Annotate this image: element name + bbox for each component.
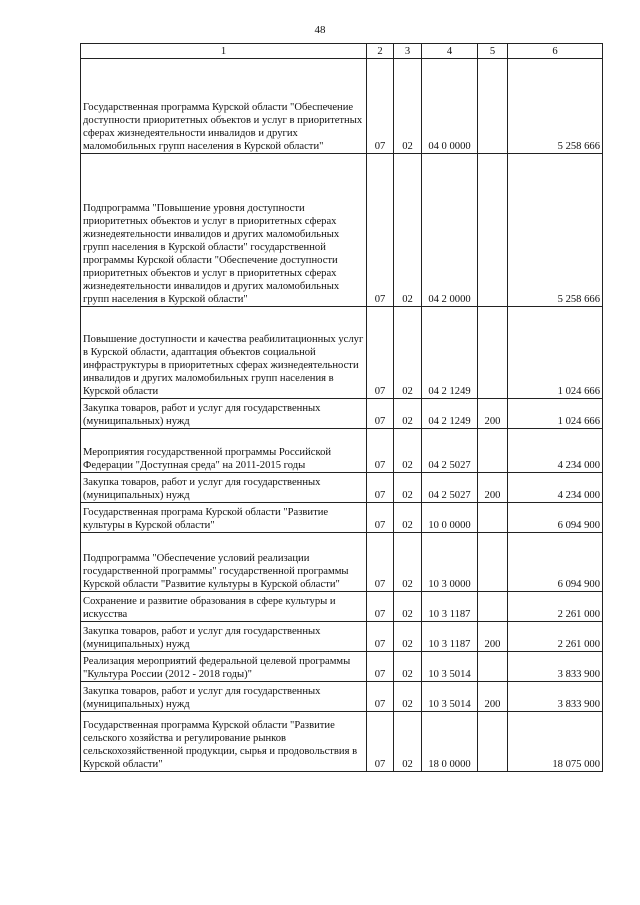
row-section: 07	[367, 592, 394, 622]
table-row	[81, 652, 603, 682]
row-amount: 6 094 900	[508, 533, 603, 592]
row-name: Государственная програма Курской области "Развитие культуры в Курской области"	[81, 503, 367, 533]
row-expense-type: 200	[478, 682, 508, 712]
row-expense-type: 200	[478, 473, 508, 503]
column-header: 5	[478, 44, 508, 59]
row-target-code: 04 2 0000	[422, 154, 478, 307]
row-name: Закупка товаров, работ и услуг для государственных (муниципальных) нужд	[81, 473, 367, 503]
row-section: 07	[367, 533, 394, 592]
row-subsection: 02	[394, 682, 422, 712]
row-target-code: 10 3 1187	[422, 622, 478, 652]
row-expense-type	[478, 652, 508, 682]
row-expense-type	[478, 59, 508, 154]
row-section: 07	[367, 682, 394, 712]
row-amount: 6 094 900	[508, 503, 603, 533]
row-expense-type	[478, 307, 508, 399]
row-subsection: 02	[394, 429, 422, 473]
row-expense-type: 200	[478, 622, 508, 652]
row-section: 07	[367, 622, 394, 652]
table-row	[81, 682, 603, 712]
row-target-code: 10 3 5014	[422, 652, 478, 682]
row-subsection: 02	[394, 652, 422, 682]
row-expense-type	[478, 712, 508, 772]
row-name: Подпрограмма "Обеспечение условий реализации государственной программы" государственной программы Курской области "Развитие культуры в Курской области"	[81, 533, 367, 592]
column-header: 4	[422, 44, 478, 59]
row-amount: 3 833 900	[508, 652, 603, 682]
row-subsection: 02	[394, 154, 422, 307]
row-expense-type	[478, 592, 508, 622]
row-expense-type	[478, 154, 508, 307]
row-section: 07	[367, 503, 394, 533]
table-row	[81, 533, 603, 592]
row-name: Повышение доступности и качества реабилитационных услуг в Курской области, адаптация объектов социальной инфраструктуры в приоритетных сферах жизнедеятельности инвалидов и других маломобильных групп населения в Курской области	[81, 307, 367, 399]
row-amount: 5 258 666	[508, 59, 603, 154]
row-section: 07	[367, 712, 394, 772]
row-name: Реализация мероприятий федеральной целевой программы "Культура России (2012 - 2018 годы)"	[81, 652, 367, 682]
row-expense-type	[478, 429, 508, 473]
row-section: 07	[367, 399, 394, 429]
header-row	[81, 44, 603, 59]
row-section: 07	[367, 429, 394, 473]
row-subsection: 02	[394, 307, 422, 399]
row-amount: 2 261 000	[508, 592, 603, 622]
row-subsection: 02	[394, 503, 422, 533]
row-name: Мероприятия государственной программы Российской Федерации "Доступная среда" на 2011-2015 годы	[81, 429, 367, 473]
row-subsection: 02	[394, 622, 422, 652]
row-target-code: 10 3 0000	[422, 533, 478, 592]
table-row	[81, 473, 603, 503]
row-section: 07	[367, 473, 394, 503]
row-target-code: 04 0 0000	[422, 59, 478, 154]
row-name: Закупка товаров, работ и услуг для государственных (муниципальных) нужд	[81, 682, 367, 712]
row-amount: 1 024 666	[508, 307, 603, 399]
table-row	[81, 154, 603, 307]
row-subsection: 02	[394, 473, 422, 503]
row-amount: 4 234 000	[508, 473, 603, 503]
row-expense-type	[478, 533, 508, 592]
row-target-code: 04 2 5027	[422, 429, 478, 473]
row-target-code: 10 0 0000	[422, 503, 478, 533]
row-target-code: 10 3 5014	[422, 682, 478, 712]
row-subsection: 02	[394, 399, 422, 429]
table-row	[81, 307, 603, 399]
row-subsection: 02	[394, 533, 422, 592]
row-amount: 18 075 000	[508, 712, 603, 772]
row-expense-type	[478, 503, 508, 533]
row-expense-type: 200	[478, 399, 508, 429]
row-amount: 5 258 666	[508, 154, 603, 307]
row-name: Подпрограмма "Повышение уровня доступности приоритетных объектов и услуг в приоритетных сферах жизнедеятельности инвалидов и других маломобильных групп населения в Курской области" государственной программы Курской области "Обеспечение доступности приоритетных объектов и услуг в приоритетных сферах жизнедеятельности инвалидов и других маломобильных групп населения в Курской области"	[81, 154, 367, 307]
row-amount: 4 234 000	[508, 429, 603, 473]
budget-table	[80, 43, 603, 772]
column-header: 3	[394, 44, 422, 59]
row-section: 07	[367, 59, 394, 154]
page-number: 48	[314, 24, 326, 36]
column-header: 1	[81, 44, 367, 59]
row-subsection: 02	[394, 712, 422, 772]
row-target-code: 18 0 0000	[422, 712, 478, 772]
row-name: Сохранение и развитие образования в сфере культуры и искусства	[81, 592, 367, 622]
table-row	[81, 429, 603, 473]
row-target-code: 04 2 1249	[422, 399, 478, 429]
row-section: 07	[367, 307, 394, 399]
table-row	[81, 503, 603, 533]
table-row	[81, 59, 603, 154]
row-name: Государственная программа Курской области "Обеспечение доступности приоритетных объектов и услуг в приоритетных сферах жизнедеятельности инвалидов и других маломобильных групп населения в Курской области"	[81, 59, 367, 154]
column-header: 6	[508, 44, 603, 59]
row-name: Государственная программа Курской области "Развитие сельского хозяйства и регулирование рынков сельскохозяйственной продукции, сырья и продовольствия в Курской области"	[81, 712, 367, 772]
table-row	[81, 592, 603, 622]
row-name: Закупка товаров, работ и услуг для государственных (муниципальных) нужд	[81, 622, 367, 652]
row-section: 07	[367, 652, 394, 682]
row-target-code: 10 3 1187	[422, 592, 478, 622]
column-header: 2	[367, 44, 394, 59]
table-row	[81, 712, 603, 772]
row-amount: 1 024 666	[508, 399, 603, 429]
row-name: Закупка товаров, работ и услуг для государственных (муниципальных) нужд	[81, 399, 367, 429]
row-amount: 2 261 000	[508, 622, 603, 652]
row-subsection: 02	[394, 59, 422, 154]
row-section: 07	[367, 154, 394, 307]
table-row	[81, 399, 603, 429]
row-subsection: 02	[394, 592, 422, 622]
row-amount: 3 833 900	[508, 682, 603, 712]
row-target-code: 04 2 1249	[422, 307, 478, 399]
table-row	[81, 622, 603, 652]
row-target-code: 04 2 5027	[422, 473, 478, 503]
